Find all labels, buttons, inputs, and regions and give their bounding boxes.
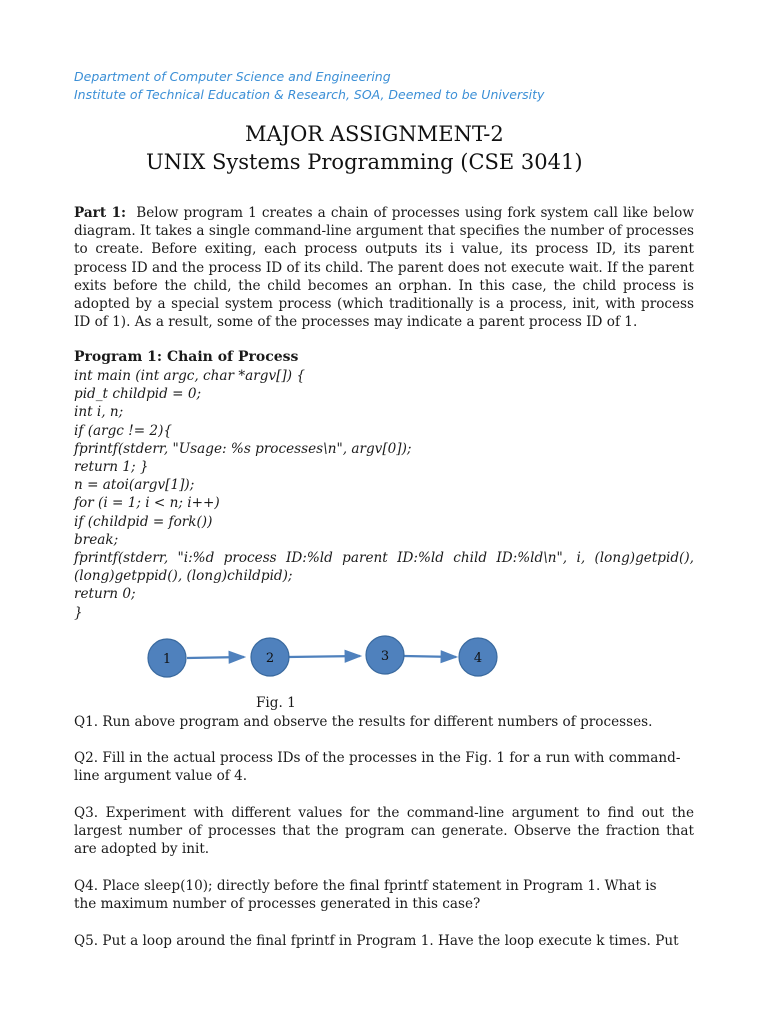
code-line: int i, n;	[74, 404, 124, 421]
node-label-4: 4	[473, 651, 483, 666]
question-4: Q4. Place sleep(10); directly before the final fprintf statement in Program 1. What is the maximum number of processes generated in this case?	[74, 878, 657, 913]
part1-label: Part 1:	[74, 205, 127, 221]
assignment-title: MAJOR ASSIGNMENT-2	[245, 122, 504, 146]
program-code	[74, 367, 694, 622]
question-5: Q5. Put a loop around the final fprintf in Program 1. Have the loop execute k times. Put	[74, 933, 679, 949]
code-line: if (childpid = fork())	[74, 513, 213, 530]
node-label-1: 1	[162, 652, 172, 667]
process-chain-diagram	[130, 628, 510, 688]
node-label-2: 2	[265, 651, 275, 666]
arrow-2-3	[288, 656, 360, 657]
program-heading: Program 1: Chain of Process	[74, 349, 299, 365]
department-line: Department of Computer Science and Engineering	[74, 69, 391, 84]
part1-text: Below program 1 creates a chain of processes using fork system call like below diagram. It takes a single command-line argument that specifies the number of processes to create. Before exiting, each process outputs its i value, its process ID, its parent process ID and the process ID of its child. The parent does not execute wait. If the parent exits before the child, the child becomes an orphan. In this case, the child process is adopted by a special system process (which traditionally is a process, init, with process ID of 1). As a result, some of the processes may indicate a parent process ID of 1.	[74, 205, 694, 331]
arrow-1-2	[187, 657, 244, 658]
code-line: if (argc != 2){	[74, 422, 173, 439]
course-title: UNIX Systems Programming (CSE 3041)	[146, 150, 583, 174]
code-line: int main (int argc, char *argv[]) {	[74, 368, 306, 384]
code-line: for (i = 1; i < n; i++)	[74, 495, 220, 512]
code-line: }	[74, 604, 83, 621]
institute-line: Institute of Technical Education & Research, SOA, Deemed to be University	[74, 87, 545, 102]
code-line: return 0;	[74, 586, 136, 603]
question-2: Q2. Fill in the actual process IDs of the processes in the Fig. 1 for a run with command-line argument value of 4.	[74, 750, 681, 785]
arrow-3-4	[404, 656, 456, 657]
code-line: pid_t childpid = 0;	[74, 386, 202, 403]
code-line: return 1; }	[74, 459, 149, 476]
part1-paragraph	[74, 204, 694, 331]
code-line: fprintf(stderr, "Usage: %s processes\n", argv[0]);	[74, 440, 412, 457]
question-1: Q1. Run above program and observe the results for different numbers of processes.	[74, 714, 653, 730]
figure-caption: Fig. 1	[256, 695, 296, 711]
code-line: break;	[74, 531, 119, 548]
node-label-3: 3	[380, 649, 390, 664]
question-3: Q3. Experiment with different values for the command-line argument to find out the largest number of processes that the program can generate. Observe the fraction that are adopted by init.	[74, 805, 694, 858]
code-line: n = atoi(argv[1]);	[74, 477, 195, 494]
code-line: fprintf(stderr, "i:%d process ID:%ld parent ID:%ld child ID:%ld\n", i, (long)getpid(), (long)getppid(), (long)childpid);	[74, 550, 694, 585]
